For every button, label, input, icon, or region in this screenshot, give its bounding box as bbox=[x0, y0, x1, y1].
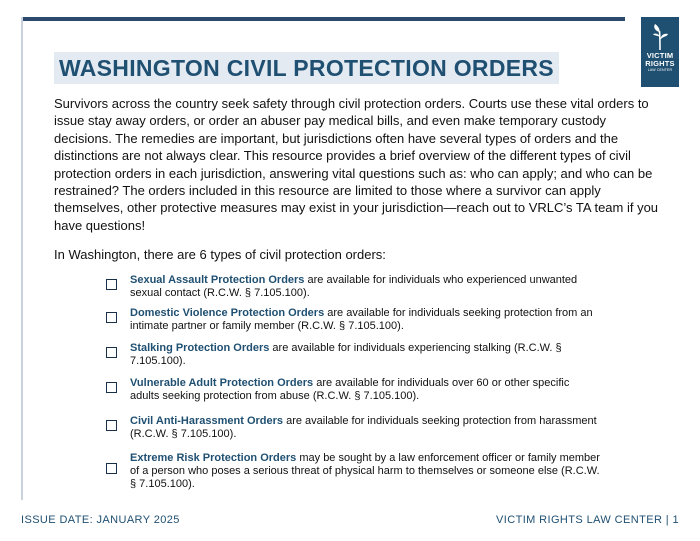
order-text bbox=[130, 452, 600, 491]
checkbox-icon bbox=[106, 279, 117, 290]
order-text bbox=[130, 307, 600, 333]
order-text bbox=[130, 342, 600, 368]
page-title: WASHINGTON CIVIL PROTECTION ORDERS bbox=[54, 52, 559, 84]
order-name: Extreme Risk Protection Orders bbox=[130, 452, 297, 464]
checkbox-icon bbox=[106, 347, 117, 358]
logo-line-3: LAW CENTER bbox=[647, 68, 673, 72]
order-name: Sexual Assault Protection Orders bbox=[130, 274, 305, 286]
order-description: are available for individuals seeking protection from an intimate partner or family member (R.C.W. § 7.105.100). bbox=[130, 307, 593, 332]
issue-date: ISSUE DATE: JANUARY 2025 bbox=[21, 514, 180, 526]
order-description: may be sought by a law enforcement officer or family member of a person who poses a serious threat of physical harm to themselves or someone else (R.C.W. § 7.105.100). bbox=[130, 452, 600, 490]
checkbox-icon bbox=[106, 382, 117, 393]
checkbox-icon bbox=[106, 463, 117, 474]
checkbox-icon bbox=[106, 312, 117, 323]
logo-line-2: RIGHTS bbox=[645, 59, 675, 68]
footer-org-page-number: VICTIM RIGHTS LAW CENTER | 1 bbox=[496, 514, 679, 526]
order-name: Domestic Violence Protection Orders bbox=[130, 307, 325, 319]
logo-line-1: VICTIM bbox=[646, 51, 674, 60]
order-text bbox=[130, 274, 600, 300]
order-description: are available for individuals over 60 or other specific adults seeking protection from abuse (R.C.W. § 7.105.100). bbox=[130, 377, 570, 402]
order-name: Vulnerable Adult Protection Orders bbox=[130, 377, 314, 389]
orders-lead-sentence: In Washington, there are 6 types of civil protection orders: bbox=[54, 247, 386, 262]
order-description: are available for individuals seeking protection from harassment (R.C.W. § 7.105.100). bbox=[130, 415, 597, 440]
order-name: Civil Anti-Harassment Orders bbox=[130, 415, 284, 427]
checkbox-icon bbox=[106, 420, 117, 431]
order-text bbox=[130, 377, 600, 403]
order-text bbox=[130, 415, 600, 441]
intro-paragraph: Survivors across the country seek safety through civil protection orders. Courts use these vital orders to issue stay away orders, or order an abuser pay medical bills, and even make temporary custody decisions. The remedies are important, but jurisdictions often have several types of orders and the distinctions are not always clear. This resource provides a brief overview of the different types of civil protection orders in each jurisdiction, answering vital questions such as: who can apply; and who can be restrained? The orders included in this resource are limited to those where a survivor can apply themselves, other protective measures may exist in your jurisdiction—reach out to VRLC’s TA team if you have questions! bbox=[54, 96, 659, 233]
order-description: are available for individuals who experienced unwanted sexual contact (R.C.W. § 7.105.100). bbox=[130, 274, 578, 299]
order-description: are available for individuals experiencing stalking (R.C.W. § 7.105.100). bbox=[130, 342, 562, 367]
order-name: Stalking Protection Orders bbox=[130, 342, 270, 354]
